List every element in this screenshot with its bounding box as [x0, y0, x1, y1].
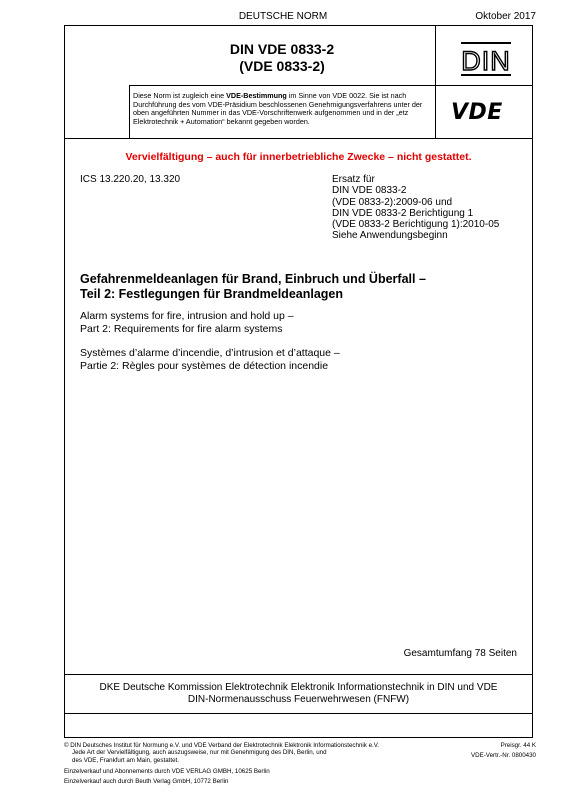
title-french-line1: Systèmes d’alarme d’incendie, d’intrusion et d’attaque – — [80, 347, 340, 359]
copyright-notice — [64, 742, 404, 764]
replacement-line: Siehe Anwendungsbeginn — [332, 230, 448, 242]
vde-order-number: VDE-Vertr.-Nr. 0800430 — [471, 752, 536, 759]
total-pages: Gesamtumfang 78 Seiten — [403, 648, 517, 659]
replacement-line: (VDE 0833-2 Berichtigung 1):2010-05 — [332, 219, 500, 231]
title-german-line2: Teil 2: Festlegungen für Brandmeldeanlagen — [80, 287, 344, 301]
committee-dke: DKE Deutsche Kommission Elektrotechnik Elektronik Informationstechnik in DIN und VDE — [99, 682, 498, 693]
title-french — [80, 347, 340, 373]
committee-top-divider — [64, 674, 533, 675]
reproduction-warning: Vervielfältigung – auch für innerbetriebliche Zwecke – nicht gestattet. — [125, 151, 472, 163]
page-frame — [64, 25, 533, 738]
sales-vde-verlag: Einzelverkauf und Abonnements durch VDE VERLAG GMBH, 10625 Berlin — [64, 768, 270, 775]
title-german-line1: Gefahrenmeldeanlagen für Brand, Einbruch und Überfall – — [80, 272, 426, 286]
copyright-line: © DIN Deutsches Institut für Normung e.V. und VDE Verband der Elektrotechnik Elektronik Informationstechnik e.V. — [64, 742, 380, 749]
vde-number: (VDE 0833-2) — [239, 58, 325, 74]
din-logo-graphic — [460, 42, 512, 76]
price-group: Preisgr. 44 K — [500, 742, 536, 749]
title-english-line2: Part 2: Requirements for fire alarm systems — [80, 323, 283, 335]
sales-beuth-verlag: Einzelverkauf auch durch Beuth Verlag GmbH, 10772 Berlin — [64, 778, 229, 785]
replacement-line: DIN VDE 0833-2 — [332, 185, 407, 197]
title-french-line2: Partie 2: Règles pour systèmes de détection incendie — [80, 360, 329, 372]
replacement-info — [332, 174, 499, 242]
notice-left-divider — [129, 85, 130, 138]
vde-logo: VDE — [451, 100, 503, 125]
copyright-line: Jede Art der Vervielfältigung, auch auszugsweise, nur mit Genehmigung des DIN, Berlin, und — [72, 749, 327, 757]
title-german — [80, 272, 426, 302]
title-divider — [129, 85, 435, 86]
replacement-line: DIN VDE 0833-2 Berichtigung 1 — [332, 207, 474, 219]
standard-number: DIN VDE 0833-2 — [229, 41, 335, 57]
logo-row-divider — [435, 85, 533, 86]
vde-notice — [133, 92, 431, 126]
document-type-header: DEUTSCHE NORM — [238, 11, 328, 22]
committee-fnfw: DIN-Normenausschuss Feuerwehrwesen (FNFW) — [187, 694, 410, 705]
replacement-line: Ersatz für — [332, 174, 375, 185]
logo-divider — [435, 25, 436, 138]
title-english-line1: Alarm systems for fire, intrusion and hold up – — [80, 310, 294, 322]
svg-text:DIN: DIN — [461, 46, 511, 76]
ics-classification: ICS 13.220.20, 13.320 — [80, 174, 181, 185]
replacement-line: (VDE 0833-2):2009-06 und — [332, 196, 453, 208]
din-logo — [460, 42, 512, 76]
copyright-line: des VDE, Frankfurt am Main, gestattet. — [72, 756, 179, 764]
vde-notice-text-1: Diese Norm ist zugleich eine — [133, 91, 227, 100]
header-block-bottom — [64, 138, 533, 139]
publication-date: Oktober 2017 — [475, 11, 536, 22]
vde-notice-bold: VDE-Bestimmung — [226, 91, 287, 100]
title-english — [80, 310, 294, 336]
committee-bottom-divider — [64, 713, 533, 714]
vde-notice-text-2: im Sinne von VDE 0022. Sie ist nach Durchführung des vom VDE-Präsidium beschlossenen Genehmigungsverfahrens unter der oben angeführten Nummer in das VDE-Vorschriftenwerk aufgenommen und in der „etz Elektrotechnik + Automation“ bekannt gegeben worden. — [133, 91, 423, 126]
